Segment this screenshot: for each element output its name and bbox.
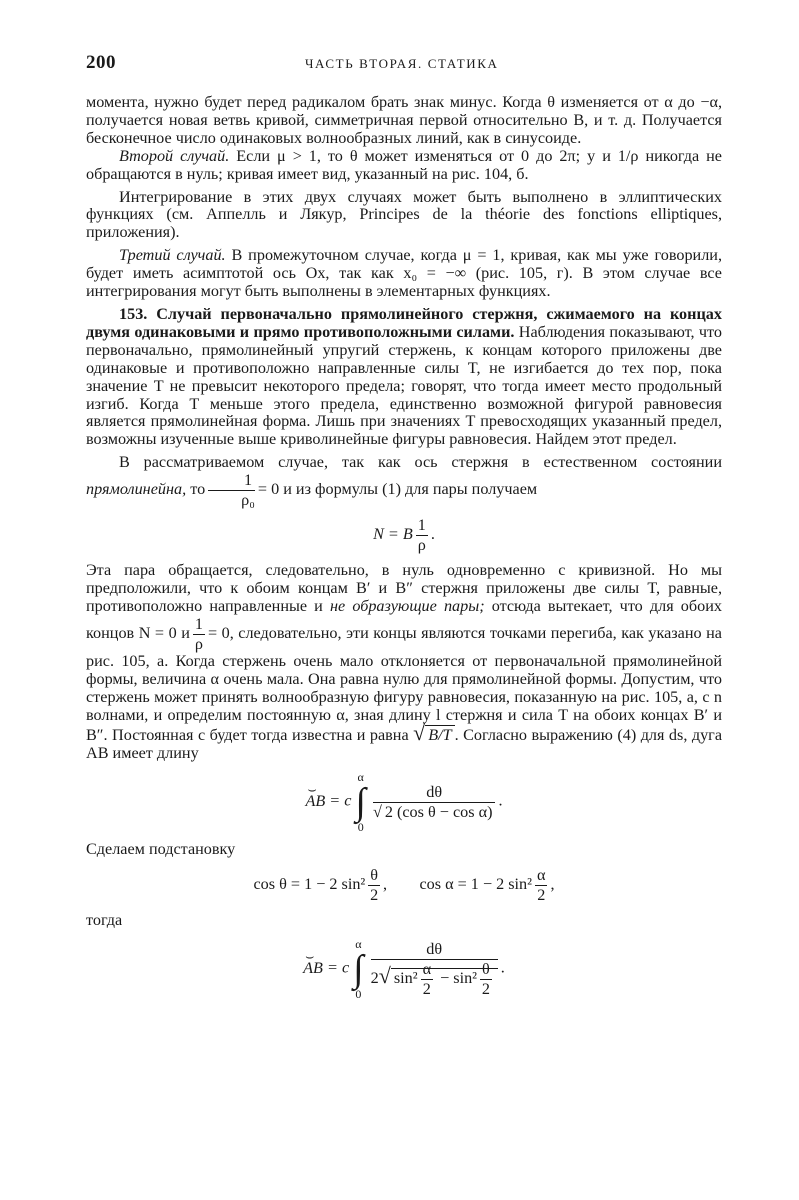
integral-upper: α [355,937,362,952]
italic-straight: прямолинейна, [86,480,187,499]
paragraph-inflection [86,562,722,763]
formula-lhs: N = B [373,525,413,544]
formula-n-equals [86,517,722,554]
radical-sign: √ [372,802,382,821]
fraction-alpha-over-2 [535,867,547,904]
formula-end: , [550,875,555,894]
arc-ab: ⌣ AB [305,793,325,811]
page-header [86,52,722,78]
integral-symbol: ∫ [355,781,366,824]
integral-symbol: ∫ [353,948,364,991]
third-case-text: В промежуточном случае, когда μ = 1, кривая, как мы уже говорили, будет иметь асимптотой ось Ox, так как x₀ = −∞ (рис. 105, г). В этом случае все интегрирования могут быть выполнены в элементарных функциях. [86,246,722,301]
formula-arc-length-2 [86,938,722,1000]
den-coefficient: 2 [370,968,379,987]
fraction-one-over-rho-inline [193,616,205,653]
second-case-text: Если μ > 1, то θ может изменяться от 0 до 2π; y и 1/ρ никогда не обращаются в нуль; кривая имеет вид, указанный на рис. 104, б. [86,146,722,183]
section-text: Наблюдения показывают, что первоначально, прямолинейный упругий стержень, к концам которого приложены две одинаковые и противоположно направленные силы T, не изгибается до тех пор, пока значение T не превысит некоторого предела; говорят, что тогда имеет место продольный изгиб. Когда T меньше этого предела, единственно возможной фигурой равновесия является прямолинейная форма. Лишь при значениях T превосходящих указанный предел, возможны изученные выше криволинейные фигуры равновесия. Найдем этот предел. [86,322,722,449]
text-run: . Согласно выражению (4) для ds, дуга AB имеет длину [86,726,722,763]
second-case-lead: Второй случай. [119,146,230,165]
formula-cos-theta: cos θ = 1 − 2 sin² [253,875,366,894]
integral-lower: 0 [355,987,362,1002]
text-run: В рассматриваемом случае, так как ось стержня в естественном состоянии [119,453,722,472]
fraction-alpha-over-2 [421,961,433,998]
frac-den [373,803,496,821]
paragraph-straight-rod [86,454,722,509]
integral-upper: α [357,770,364,785]
text-run: то [186,480,206,499]
frac-num: α [537,866,546,885]
fraction-one-over-rho [416,517,428,554]
frac-num: α [422,959,432,978]
text-run: отсюда вытекает, что для обоих концов N = 0 и [86,596,722,643]
fraction-theta-over-2 [368,867,380,904]
fraction-theta-over-2 [480,961,492,998]
sqrt-content [391,959,498,998]
formula-eq: = c [322,958,350,977]
text-run: Эта пара обращается, следовательно, в нуль одновременно с кривизной. Но мы предположили, что к обоим концам B′ и B″ стержня приложены две силы T, равные, противоположно направленные и [86,561,722,615]
paragraph-substitution: Сделаем подстановку [86,840,236,859]
frac-num: θ [370,866,379,885]
sqrt-content: 2 (cos θ − cos α) [382,802,496,821]
paragraph-integration: Интегрирование в этих двух случаях может быть выполнено в эллиптических функциях (см. Аппелль и Лякур, Principes de la théorie des fonctions elliptiques, приложения). [86,187,722,242]
paragraph-third-case [86,247,722,301]
frac-den: ρ [417,536,426,555]
formula-substitution [86,867,722,904]
frac-num: dθ [373,784,496,803]
frac-num: θ [482,959,490,978]
radical-sign: √ [413,720,426,746]
fraction-dtheta [373,784,496,821]
sin-squared: sin² [393,968,418,987]
frac-den: ρ [194,634,203,653]
frac-den: 2 [537,886,546,905]
sqrt-content: B/T [425,725,454,744]
formula-end: . [500,958,505,977]
frac-den: 2 [370,886,379,905]
formula-eq: = c [325,792,352,810]
frac-num: dθ [371,941,498,960]
paragraph-1: момента, нужно будет перед радикалом брать знак минус. Когда θ изменяется от α до −α, получается новая ветвь кривой, симметричная первой относительно B, и т. д. Получается бесконечное число одинаковых волнообразных линий, как в синусоиде. [86,93,722,147]
radical-sign: √ [378,962,391,988]
text-run: = 0, следовательно, эти концы являются точками перегиба, как указано на рис. 105, а. Когда стержень очень мало отклоняется от первоначальной прямолинейной формы, величина α очень мала. Она равна нулю для прямолинейной формы. Допустим, что стержень может принять волнообразную фигуру равновесия, показанную на рис. 105, а, с n волнами, и определим постоянную α, зная длину l стержня и сила T на обоих концах B′ и B″. Постоянная c будет тогда известна и равна [86,624,722,745]
section-title: 153. Случай первоначально прямолинейного стержня, сжимаемого на концах двумя одинаковыми и прямо противоположными силами. [86,304,722,341]
formula-end: . [498,792,503,810]
italic-no-pair: не образующие пары; [329,596,485,615]
fraction-dtheta-2 [371,941,498,998]
frac-num: 1 [194,614,203,633]
page-number: 200 [86,52,116,73]
formula-sep: , [383,875,388,894]
frac-num: 1 [417,516,426,535]
running-head: ЧАСТЬ ВТОРАЯ. СТАТИКА [305,56,499,71]
book-page [86,52,722,1008]
frac-den [371,960,498,998]
frac-den: ρ₀ [241,491,255,510]
frac-num: 1 [208,472,255,491]
paragraph-then: тогда [86,911,123,930]
frac-den: 2 [422,979,431,998]
formula-cos-alpha: cos α = 1 − 2 sin² [419,875,532,894]
fraction-one-over-rho0 [208,472,255,509]
text-run: = 0 и из формулы (1) для пары получаем [257,480,538,499]
frac-den: 2 [481,979,490,998]
formula-end: . [430,525,435,544]
integral-sign [355,771,365,833]
section-153 [86,306,722,449]
third-case-lead: Третий случай. [119,246,226,265]
formula-arc-length [86,771,722,833]
integral-sign [353,938,363,1000]
arc-ab: ⌣ AB [303,960,323,978]
sin-squared-minus: − sin² [436,968,478,987]
sqrt-expression [413,720,454,746]
paragraph-second-case [86,148,722,184]
integral-lower: 0 [357,820,364,835]
